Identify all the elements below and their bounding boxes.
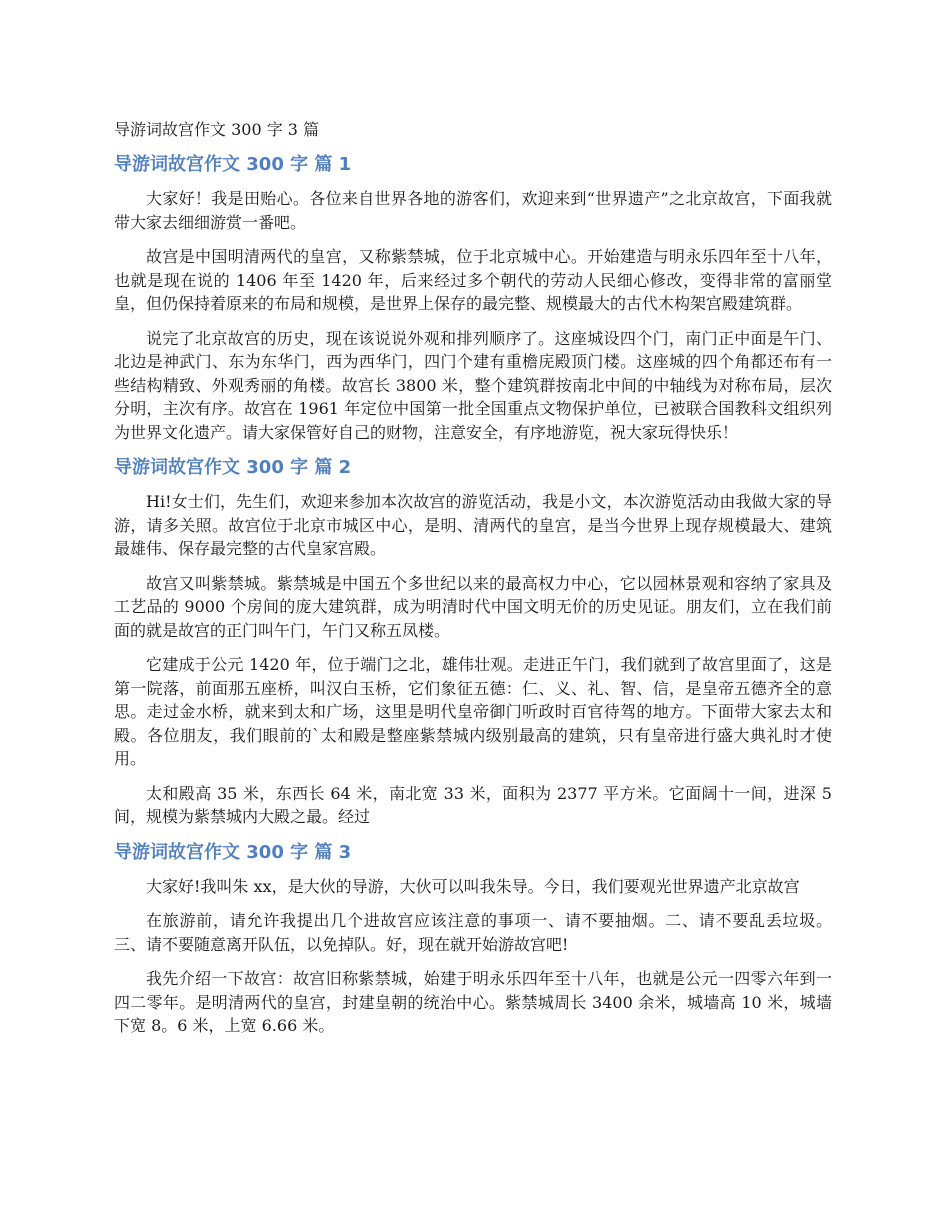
paragraph: 太和殿高 35 米，东西长 64 米，南北宽 33 米，面积为 2377 平方米。它面阔十一间，进深 5 间，规模为紫禁城内大殿之最。经过: [114, 783, 832, 826]
paragraph: 说完了北京故宫的历史，现在该说说外观和排列顺序了。这座城设四个门，南门正中面是午门、北边是神武门、东为东华门，西为西华门，四门个建有重檐庑殿顶门楼。这座城的四个角都还布有一些结构精致、外观秀丽的角楼。故宫长 3800 米，整个建筑群按南北中间的中轴线为对称布局，层次分明，主次有序。故宫在 1961 年定位中国第一批全国重点文物保护单位，已被联合国教科文组织列为世界文化遗产。请大家保管好自己的财物，注意安全，有序地游览，祝大家玩得快乐！: [114, 328, 832, 442]
section-heading: 导游词故宫作文 300 字 篇 3: [114, 841, 352, 863]
section-1: [114, 152, 832, 444]
section-heading: 导游词故宫作文 300 字 篇 2: [114, 457, 352, 478]
section-2: [114, 455, 832, 829]
section-3: [114, 840, 832, 1038]
paragraph: 在旅游前，请允许我提出几个进故宫应该注意的事项一、请不要抽烟。二、请不要乱丢垃圾。三、请不要随意离开队伍，以免掉队。好，现在就开始游故宫吧!: [114, 911, 832, 954]
paragraph: 它建成于公元 1420 年，位于端门之北，雄伟壮观。走进正午门，我们就到了故宫里面了，这是第一院落，前面那五座桥，叫汉白玉桥，它们象征五德：仁、义、礼、智、信，是皇帝五德齐全的意思。走过金水桥，就来到太和广场，这里是明代皇帝御门听政时百官待驾的地方。下面带大家去太和殿。各位朋友，我们眼前的`太和殿是整座紫禁城内级别最高的建筑，只有皇帝进行盛大典礼时才使用。: [114, 655, 832, 768]
document-page: [114, 118, 832, 1049]
paragraph: 我先介绍一下故宫：故宫旧称紫禁城，始建于明永乐四年至十八年，也就是公元一四零六年到一四二零年。是明清两代的皇宫，封建皇朝的统治中心。紫禁城周长 3400 余米，城墙高 10 米，城墙下宽 8。6 米，上宽 6.66 米。: [114, 969, 832, 1035]
document-title: 导游词故宫作文 300 字 3 篇: [114, 120, 320, 139]
paragraph: 大家好！我是田贻心。各位来自世界各地的游客们，欢迎来到“世界遗产”之北京故宫，下面我就带大家去细细游赏一番吧。: [114, 189, 832, 232]
section-heading: 导游词故宫作文 300 字 篇 1: [114, 154, 352, 175]
paragraph: 大家好!我叫朱 xx，是大伙的导游，大伙可以叫我朱导。今日，我们要观光世界遗产北京故宫: [146, 876, 800, 896]
paragraph: 故宫又叫紫禁城。紫禁城是中国五个多世纪以来的最高权力中心，它以园林景观和容纳了家具及工艺品的 9000 个房间的庞大建筑群，成为明清时代中国文明无价的历史见证。朋友们，立在我们前面的就是故宫的正门叫午门，午门又称五凤楼。: [114, 573, 832, 640]
paragraph: Hi!女士们，先生们，欢迎来参加本次故宫的游览活动，我是小文，本次游览活动由我做大家的导游，请多关照。故宫位于北京市城区中心，是明、清两代的皇宫，是当今世界上现存规模最大、建筑最雄伟、保存最完整的古代皇家宫殿。: [114, 492, 832, 558]
paragraph: 故宫是中国明清两代的皇宫，又称紫禁城，位于北京城中心。开始建造与明永乐四年至十八年，也就是现在说的 1406 年至 1420 年，后来经过多个朝代的劳动人民细心修改，变得非常的富丽堂皇，但仍保持着原来的布局和规模，是世界上保存的最完整、规模最大的古代木构架宫殿建筑群。: [114, 247, 832, 313]
